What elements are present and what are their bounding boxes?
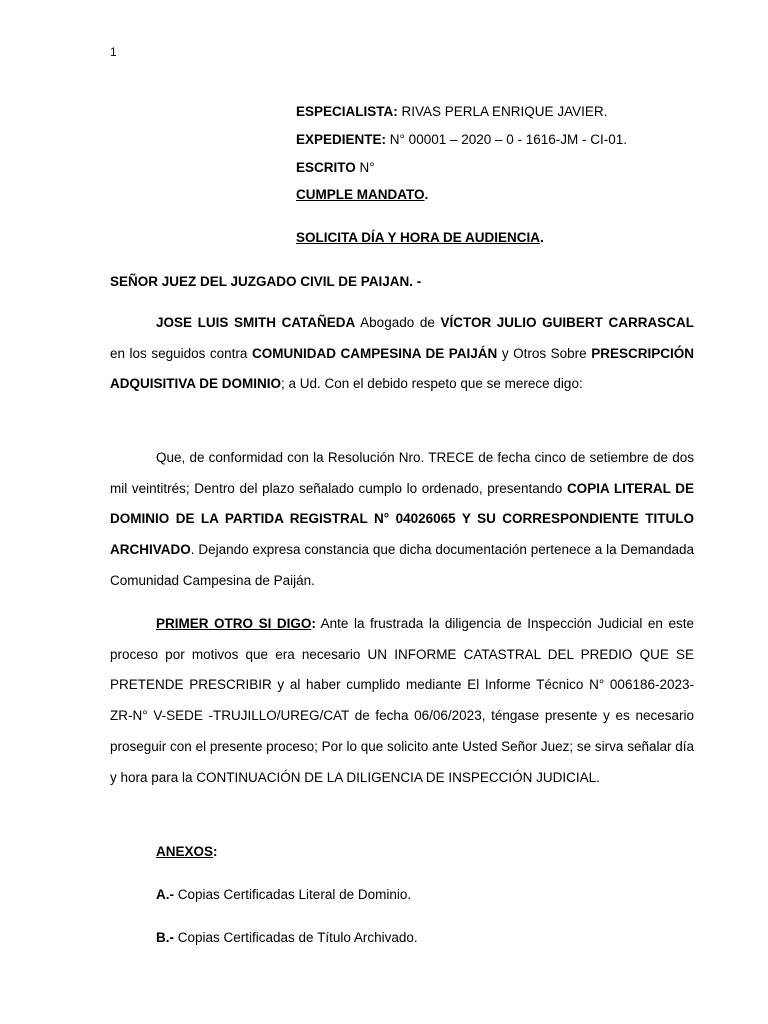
annex-item: [156, 930, 418, 945]
intro-text-4: ; a Ud. Con el debido respeto que se merece digo:: [281, 376, 583, 392]
expediente-label: EXPEDIENTE:: [296, 132, 387, 147]
lawyer-name: JOSE LUIS SMITH CATAÑEDA: [156, 315, 356, 330]
annex-letter: B.-: [156, 930, 174, 945]
solicita-dot: .: [540, 230, 544, 245]
defendant-name: COMUNIDAD CAMPESINA DE PAIJÁN: [251, 345, 498, 361]
solicita-audiencia: SOLICITA DÍA Y HORA DE AUDIENCIA: [296, 230, 541, 245]
matter-name: PRESCRIPCIÓN ADQUISITIVA DE DOMINIO: [110, 345, 694, 392]
solicita-line: [296, 230, 544, 246]
cumple-mandato: CUMPLE MANDATO: [296, 187, 425, 202]
intro-text-2: en los seguidos contra: [110, 345, 252, 361]
expediente-line: [296, 132, 627, 148]
annexes-title-line: [156, 844, 218, 859]
otrosi-text: Ante la frustrada la diligencia de Inspección Judicial en este proceso por motivos que era necesario UN INFORME CATASTRAL DEL PREDIO QUE SE PRETENDE PRESCRIBIR y al haber cumplido mediante El Informe Técnico N° 006186-2023-ZR-N° V-SEDE -TRUJILLO/UREG/CAT de fecha 06/06/2023, téngase presente y es necesario proseguir con el presente proceso; Por lo que solicito ante Usted Señor Juez; se sirva señalar día y hora para la CONTINUACIÓN DE LA DILIGENCIA DE INSPECCIÓN JUDICIAL.: [110, 616, 694, 785]
especialista-line: [296, 104, 607, 120]
cumple-dot: .: [424, 187, 429, 202]
especialista-label: ESPECIALISTA:: [296, 104, 398, 119]
otrosi-colon: :: [311, 616, 316, 631]
escrito-label: ESCRITO: [296, 160, 356, 175]
annexes-title: ANEXOS: [156, 844, 214, 859]
annex-text: Copias Certificadas de Título Archivado.: [174, 930, 418, 945]
escrito-value: N°: [355, 160, 375, 175]
annex-item: [156, 887, 411, 902]
client-name: VÍCTOR JULIO GUIBERT CARRASCAL: [440, 315, 694, 330]
annex-text: Copias Certificadas Literal de Dominio.: [174, 887, 412, 902]
expediente-value: N° 00001 – 2020 – 0 - 1616-JM - CI-01.: [386, 132, 628, 147]
intro-text-1: Abogado de: [355, 315, 441, 330]
addressee: SEÑOR JUEZ DEL JUZGADO CIVIL DE PAIJAN. -: [110, 274, 422, 289]
body1-text-1: Que, de conformidad con la Resolución Nro. TRECE de fecha cinco de setiembre de dos mil veintitrés; Dentro del plazo señalado cumplo lo ordenado, presentando: [110, 450, 694, 496]
intro-paragraph: [110, 308, 694, 400]
otrosi-label: PRIMER OTRO SI DIGO: [156, 616, 312, 631]
annex-letter: A.-: [156, 887, 174, 902]
page-number: 1: [110, 45, 117, 59]
cumple-mandato-line: [296, 187, 428, 203]
otrosi-paragraph: [110, 609, 694, 793]
intro-text-3: y Otros Sobre: [497, 345, 592, 361]
escrito-line: [296, 160, 375, 176]
body1-text-2: . Dejando expresa constancia que dicha documentación pertenece a la Demandada Comunidad Campesina de Paiján.: [110, 542, 694, 588]
especialista-value: RIVAS PERLA ENRIQUE JAVIER.: [397, 104, 608, 119]
body-paragraph-1: [110, 443, 694, 597]
annexes-colon: :: [213, 844, 218, 859]
copia-literal-bold: COPIA LITERAL DE DOMINIO DE LA PARTIDA REGISTRAL N° 04026065 Y SU CORRESPONDIENTE TITULO ARCHIVADO: [110, 480, 694, 558]
